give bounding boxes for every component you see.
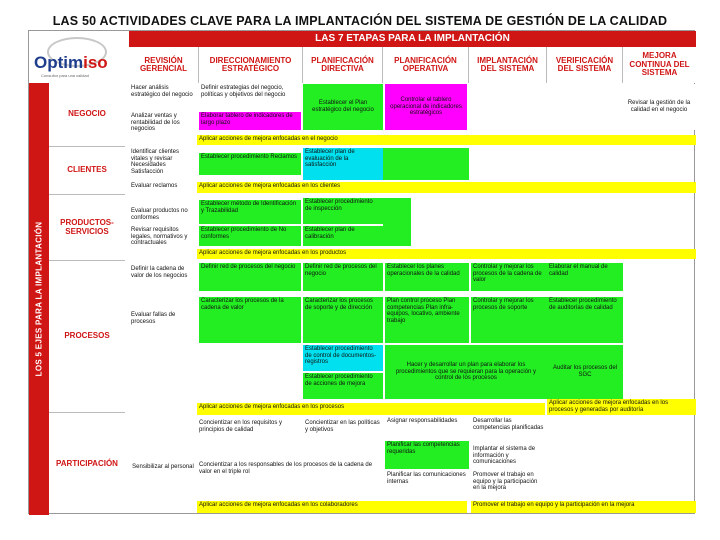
stage-header-planificacion-operativa: PLANIFICACIÓN OPERATIVA [383, 47, 469, 83]
stage-header-revision: REVISIÓN GERENCIAL [129, 47, 199, 83]
cell-clientes-mejora: Aplicar acciones de mejora enfocadas en los clientes [197, 182, 696, 193]
cell-procesos-auditorias: Establecer procedimiento de auditorías de calidad [547, 297, 623, 343]
cell-negocio-plan: Establecer el Plan estratégico del negocio [303, 84, 383, 130]
implementation-matrix [28, 30, 695, 514]
cell-procesos-planes: Establecer los planes operacionales de la calidad [385, 263, 469, 291]
cell-clientes-green-block [383, 148, 469, 180]
stage-header-direccionamiento: DIRECCIONAMIENTO ESTRATÉGICO [199, 47, 303, 83]
cell-procesos-auditar: Auditar los procesos del SGC [547, 345, 623, 399]
cell-productos-requisitos: Revisar requisitos legales, normativos y contractuales [129, 226, 197, 256]
cell-negocio-mejora: Aplicar acciones de mejora enfocadas en el negocio [197, 135, 696, 145]
cell-clientes-identificar: Identificar clientes vitales y revisar Necesidades Satisfacción [129, 148, 197, 180]
stage-header-mejora: MEJORA CONTINUA DEL SISTEMA [623, 47, 696, 83]
cell-procesos-fallas: Evaluar fallas de procesos [129, 311, 197, 329]
cell-productos-trazabilidad: Establecer método de Identificación y Trazabilidad [199, 200, 301, 224]
cell-part-comunicaciones: Planificar las comunicaciones internas [385, 471, 469, 495]
cell-procesos-mejora-auditoria: Aplicar acciones de mejora enfocadas en los procesos y generadas por auditoría [547, 399, 696, 415]
axis-participacion: PARTICIPACIÓN [56, 458, 118, 468]
cell-productos-mejora: Aplicar acciones de mejora enfocadas en los productos [197, 249, 696, 259]
cell-procesos-manual: Elaborar el manual de calidad [547, 263, 623, 291]
cell-part-requisitos: Concientizar en los requisitos y principios de calidad [197, 419, 301, 443]
cell-part-mejora-equipo: Promover el trabajo en equipo y la participación en la mejora [471, 501, 696, 513]
cell-procesos-controlar-valor: Controlar y mejorar los procesos de la cadena de valor [471, 263, 547, 291]
axis-negocio: NEGOCIO [49, 83, 125, 147]
cell-negocio-ventas: Analizar ventas y rentabilidad de los negocios [129, 112, 197, 134]
cell-productos-noconformes: Establecer procedimiento de No conformes [199, 226, 301, 246]
cell-productos-inspeccion: Establecer procedimiento de inspección [303, 198, 383, 224]
stage-header-planificacion-directiva: PLANIFICACIÓN DIRECTIVA [303, 47, 383, 83]
axis-productos: PRODUCTOS-SERVICIOS [49, 195, 125, 261]
cell-negocio-indicadores: Elaborar tablero de indicadores de largo plazo [199, 112, 301, 130]
optimiso-logo [29, 31, 129, 83]
cell-productos-green-block [383, 198, 411, 246]
axes-side-label: LOS 5 EJES PARA LA IMPLANTACIÓN [29, 83, 49, 515]
cell-part-competencias: Desarrollar las competencias planificadas [471, 417, 547, 443]
cell-procesos-plan-procedimientos: Hacer y desarrollar un plan para elaborar los procedimientos que se requieran para la operación y control de los procesos [385, 345, 547, 399]
cell-procesos-red-2: Definir red de procesos del negocio [303, 263, 383, 291]
cell-clientes-reclamos: Establecer procedimiento Reclamos [199, 153, 301, 175]
cell-procesos-documentos: Establecer procedimiento de control de documentos-registros [303, 345, 383, 371]
cell-productos-evaluar: Evaluar productos no conformes [129, 207, 197, 225]
stages-band: LAS 7 ETAPAS PARA LA IMPLANTACIÓN [129, 31, 696, 47]
axis-clientes: CLIENTES [49, 147, 125, 195]
page-title: LAS 50 ACTIVIDADES CLAVE PARA LA IMPLANTACIÓN DEL SISTEMA DE GESTIÓN DE LA CALIDAD [52, 14, 668, 28]
cell-part-trabajo-equipo: Promover el trabajo en equipo y la participación en la mejora [471, 471, 547, 499]
cell-part-triple-rol: Concientizar a los responsables de los procesos de la cadena de valor en el triple rol [197, 461, 383, 485]
cell-procesos-caracterizar-soporte: Caracterizar los procesos de soporte y de dirección [303, 297, 383, 343]
cell-clientes-evaluar: Evaluar reclamos [129, 182, 197, 194]
cell-negocio-tablero: Controlar el tablero operacional de indicadores estratégicos [385, 84, 467, 130]
cell-part-sistema-info: Implantar el sistema de información y comunicaciones [471, 445, 547, 469]
cell-part-sensibilizar: Sensibilizar al personal [129, 439, 197, 495]
logo-tagline: Consultor para una calidad [41, 73, 89, 78]
cell-procesos-controlar-soporte: Controlar y mejorar los procesos de soporte [471, 297, 547, 343]
cell-negocio-revision: Revisar la gestión de la calidad en el negocio [623, 84, 695, 130]
cell-negocio-analisis: Hacer análisis estratégico del negocio [129, 84, 197, 110]
cell-procesos-acciones: Establecer procedimiento de acciones de mejora [303, 373, 383, 399]
cell-part-mejora-colaboradores: Aplicar acciones de mejora enfocadas en los colaboradores [197, 501, 467, 513]
cell-productos-calibracion: Establecer plan de calibración [303, 226, 383, 246]
cell-procesos-red-1: Definir red de procesos del negocio [199, 263, 301, 291]
cell-negocio-estrategias: Definir estrategias del negocio, políticas y objetivos del negocio [199, 84, 301, 110]
cell-part-planificar-competencias: Planificar las competencias requeridas [385, 441, 469, 469]
stage-header-implantacion: IMPLANTACIÓN DEL SISTEMA [469, 47, 547, 83]
axis-procesos: PROCESOS [49, 261, 125, 413]
cell-part-responsabilidades: Asignar responsabilidades [385, 417, 469, 437]
stage-header-verificacion: VERIFICACIÓN DEL SISTEMA [547, 47, 623, 83]
logo-wordmark: Optimiso [34, 53, 108, 72]
cell-procesos-cadena: Definir la cadena de valor de los negocios [129, 265, 197, 293]
cell-clientes-satisfaccion: Establecer plan de evaluación de la satisfacción [303, 148, 383, 180]
cell-procesos-plan-control: Plan control proceso Plan competencias Plan infra-equipos, locativo, ambiente trabajo [385, 297, 469, 343]
cell-part-politicas: Concientizar en las políticas y objetivos [303, 419, 383, 443]
cell-procesos-mejora: Aplicar acciones de mejora enfocadas en los procesos [197, 403, 545, 415]
cell-procesos-caracterizar-valor: Caracterizar los procesos de la cadena de valor [199, 297, 301, 343]
